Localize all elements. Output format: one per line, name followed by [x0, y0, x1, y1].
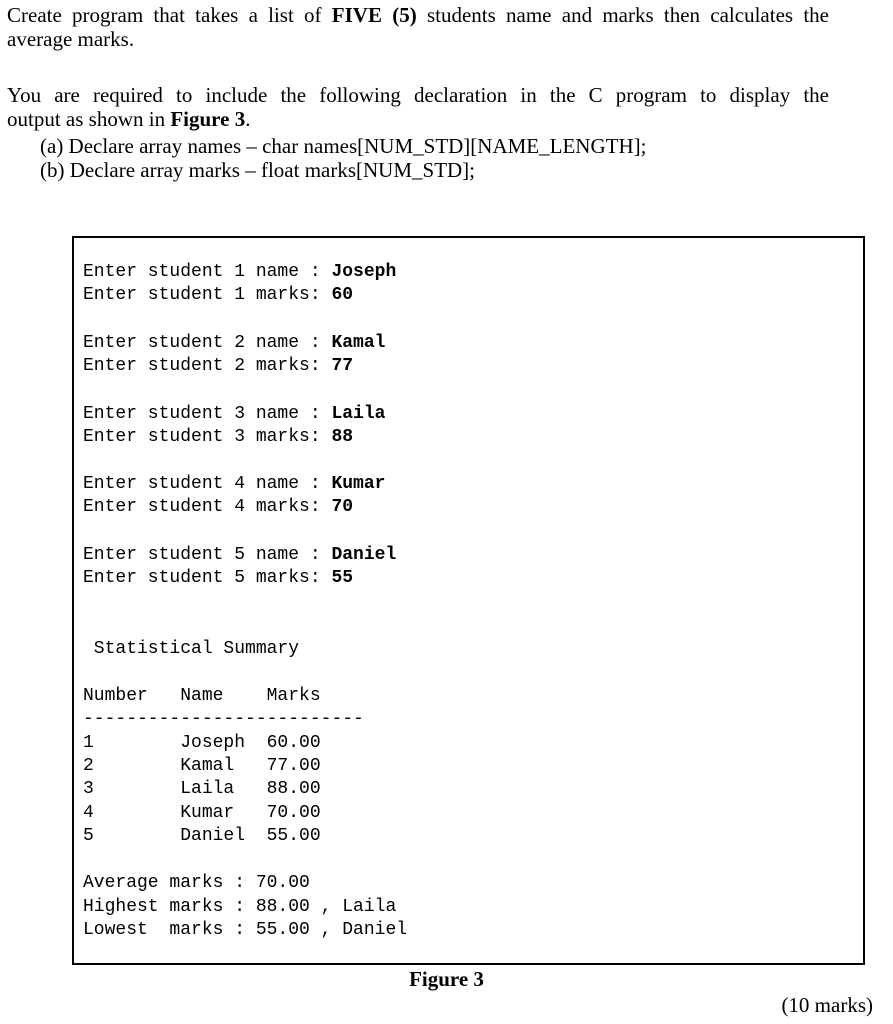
console-line: Enter student 3 name : Laila	[83, 404, 386, 424]
console-line: Enter student 3 marks: 88	[83, 427, 354, 447]
table-row: 5 Daniel 55.00	[83, 826, 321, 846]
console-output-box	[72, 236, 865, 965]
table-row: 2 Kamal 77.00	[83, 756, 321, 776]
requirement-list	[40, 134, 646, 182]
console-line: Enter student 2 marks: 77	[83, 356, 354, 376]
figure-caption: Figure 3	[409, 967, 484, 991]
requirement-item: (a) Declare array names – char names[NUM_STD][NAME_LENGTH];	[40, 134, 647, 158]
console-line: Enter student 5 name : Daniel	[83, 545, 397, 565]
requirement-item: (b) Declare array marks – float marks[NUM_STD];	[40, 158, 476, 182]
question-line: average marks.	[7, 27, 135, 51]
console-line: Enter student 1 marks: 60	[83, 285, 354, 305]
console-line: Enter student 4 marks: 70	[83, 497, 354, 517]
question-line: output as shown in Figure 3.	[7, 107, 251, 131]
figure-reference: Figure 3	[170, 107, 246, 131]
question-line: Create program that takes a list of FIVE (5) students name and marks then calculates the	[7, 3, 829, 27]
table-row: 3 Laila 88.00	[83, 779, 321, 799]
console-line: Enter student 1 name : Joseph	[83, 262, 397, 282]
console-line: Enter student 2 name : Kamal	[83, 333, 386, 353]
marks-label: (10 marks)	[781, 993, 873, 1017]
console-line: Enter student 4 name : Kumar	[83, 474, 386, 494]
question-paragraph-1	[7, 3, 829, 51]
question-line: You are required to include the following declaration in the C program to display the	[7, 83, 829, 107]
table-separator: --------------------------	[83, 709, 364, 729]
summary-title: Statistical Summary	[83, 639, 300, 659]
table-row: 4 Kumar 70.00	[83, 803, 321, 823]
highest-line: Highest marks : 88.00 , Laila	[83, 897, 397, 917]
bold-count: FIVE (5)	[331, 3, 417, 27]
question-paragraph-2	[7, 83, 829, 131]
table-header: Number Name Marks	[83, 686, 321, 706]
table-row: 1 Joseph 60.00	[83, 733, 321, 753]
average-line: Average marks : 70.00	[83, 873, 310, 893]
lowest-line: Lowest marks : 55.00 , Daniel	[83, 920, 408, 940]
console-line: Enter student 5 marks: 55	[83, 568, 354, 588]
